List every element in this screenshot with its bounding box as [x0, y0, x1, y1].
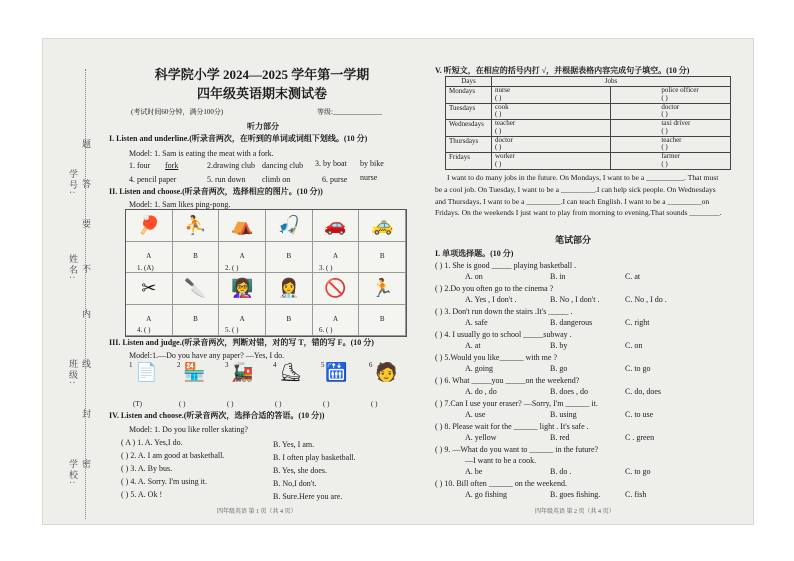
option-b: B. does , do: [550, 387, 588, 396]
answer-slot: ( ): [371, 400, 378, 408]
job-name: farmer: [661, 152, 680, 160]
job-name: taxi driver: [661, 119, 691, 127]
seal-char: 不: [81, 264, 91, 275]
car-icon: 🚗: [324, 215, 347, 236]
pic-letter: A: [126, 305, 173, 337]
section3-model: Model:1.—Do you have any paper? —Yes, I do.: [129, 351, 285, 360]
job-name: police officer: [661, 86, 699, 94]
tick-box[interactable]: ( ): [661, 143, 668, 152]
pic-letter: A: [219, 242, 266, 274]
section1-heading: I. Listen and underline.(听录音两次，在听到的单词或词组下划线。(10 分): [109, 134, 368, 143]
question-stem: ( ) 8. Please wait for the ______ light . It's safe .: [435, 422, 589, 431]
section4-item-a: ( ) 5. A. Ok !: [121, 490, 163, 499]
option-c: C. to go: [625, 364, 651, 373]
day-cell: Thursdays: [446, 136, 492, 153]
judge-num: 2: [177, 361, 181, 369]
tick-box[interactable]: ( ): [494, 110, 502, 119]
option-a: A. use: [465, 410, 486, 419]
question-stem: ( ) 2.Do you often go to the cinema ?: [435, 284, 554, 293]
option-c: C. to go: [625, 467, 651, 476]
seal-char: 题: [81, 139, 91, 150]
written-heading: 笔试部分: [555, 235, 592, 245]
pic-cell: [359, 210, 406, 242]
job-cell: [491, 153, 610, 170]
section1-row1-a: 1. four: [129, 161, 151, 170]
listening-heading: 听力部分: [247, 122, 279, 131]
section4-item-a: ( ) 3. A. By bus.: [121, 464, 173, 473]
question-stem: ( ) 4. I usually go to school _____subway .: [435, 330, 572, 339]
job-cell: [491, 87, 610, 104]
pic-letter: B: [359, 305, 406, 337]
job-name: worker: [494, 152, 515, 160]
answer-slot: (T): [133, 400, 142, 408]
section1-row1-e: 3. by boat: [315, 159, 347, 168]
doctor-icon: 👩‍⚕️: [277, 278, 301, 299]
no-fire-icon: 🚫: [324, 278, 347, 299]
section1-row2-d: 6. purse: [322, 175, 348, 184]
job-name: doctor: [494, 135, 513, 144]
grade-label: 等级:______________: [317, 108, 382, 116]
question-stem: ( ) 10. Bill often ______ on the weekend.: [435, 479, 567, 488]
section4-item-a: ( ) 2. A. I am good at basketball.: [121, 451, 225, 460]
job-cell: [611, 120, 731, 137]
seal-char: 内: [81, 309, 91, 320]
job-name: cook: [494, 102, 509, 111]
job-name: teacher: [661, 135, 682, 144]
tick-box[interactable]: ( ): [661, 159, 668, 168]
option-a: A. go fishing: [465, 490, 507, 499]
pic-letter: B: [173, 305, 220, 337]
pic-cell: [313, 210, 360, 242]
question-stem: ( ) 6. What _____you _____on the weekend?: [435, 376, 580, 385]
pic-letter: A: [219, 305, 266, 337]
table-row: [446, 87, 731, 104]
job-cell: [491, 136, 610, 153]
section1-row2-e: nurse: [360, 173, 378, 182]
option-a: A. safe: [465, 318, 488, 327]
job-cell: [611, 103, 731, 120]
left-page: [97, 39, 427, 524]
tick-box[interactable]: ( ): [494, 143, 502, 152]
picture-grid: [125, 209, 407, 337]
option-a: A. on: [465, 272, 483, 281]
seal-char: 线: [81, 359, 91, 370]
job-name: nurse: [494, 86, 511, 94]
right-page: [435, 39, 753, 524]
section2-model: Model: 1. Sam likes ping-pong.: [129, 200, 231, 209]
judge-num: 4: [273, 361, 277, 369]
option-c: C. do, does: [625, 387, 661, 396]
table-row: [446, 136, 731, 153]
judge-num: 6: [369, 361, 373, 369]
answer-slot: 2. ( ): [225, 264, 239, 272]
question-stem: ( ) 9. —What do you want to ______ in the future?: [435, 445, 599, 454]
table-header-row: [446, 77, 731, 87]
option-b: B. dangerous: [550, 318, 593, 327]
option-c: C. fish: [625, 490, 647, 499]
judge-num: 3: [225, 361, 229, 369]
tick-box[interactable]: ( ): [661, 110, 668, 119]
seal-char: 密: [81, 459, 91, 470]
name-label: 姓名:: [68, 254, 78, 281]
binding-dotted-line: [85, 69, 86, 519]
knife-icon: 🔪: [184, 278, 207, 299]
class-label: 班级:: [68, 359, 78, 386]
pic-cell: [219, 210, 266, 242]
tick-box[interactable]: ( ): [494, 159, 502, 168]
option-c: C. right: [625, 318, 650, 327]
day-cell: Fridays: [446, 153, 492, 170]
option-a: A. at: [465, 341, 481, 350]
answer-slot: 5. ( ): [225, 326, 239, 334]
tick-box[interactable]: ( ): [494, 93, 502, 102]
school-label: 学校:: [68, 459, 78, 486]
option-c: C. on: [625, 341, 643, 350]
page-footer-left: 四年级英语 第 1 页（共 4 页）: [217, 509, 297, 515]
option-b: B. in: [550, 272, 566, 281]
judge-pictures: [125, 361, 407, 397]
job-name: doctor: [661, 102, 680, 111]
answer-slot: 1. (A): [137, 264, 154, 272]
option-b: B. No , I don't .: [550, 295, 600, 304]
job-name: teacher: [494, 119, 516, 127]
option-c: C. to use: [625, 410, 654, 419]
seal-char: 答: [81, 179, 91, 190]
section4-heading: IV. Listen and choose.(听录音两次，选择合适的答语。(10 分)): [109, 411, 325, 420]
exam-title: 科学院小学 2024—2025 学年第一学期: [154, 67, 370, 82]
section1-row2-c: climb on: [262, 175, 291, 184]
option-a: A. be: [465, 467, 483, 476]
tent-icon: ⛺: [230, 215, 254, 236]
section4-item-b: B. Yes, I am.: [273, 440, 315, 449]
pic-cell: [266, 273, 313, 305]
page-footer-right: 四年级英语 第 2 页（共 4 页）: [535, 509, 615, 515]
basketball-icon: ⛹: [184, 215, 207, 236]
job-cell: [491, 103, 610, 120]
option-c: C. at: [625, 272, 641, 281]
pic-cell: [359, 273, 406, 305]
option-a: A. do , do: [465, 387, 497, 396]
pic-cell: [173, 210, 220, 242]
pic-cell: [313, 273, 360, 305]
option-a: A. Yes , I don't .: [465, 295, 517, 304]
section1-row1-b: fork: [165, 161, 179, 170]
section2-heading: II. Listen and choose.(听录音两次，选择相应的图片。(10 分)): [109, 187, 323, 196]
section1-row1-d: dancing club: [262, 161, 304, 170]
scissors-icon: ✂: [141, 278, 157, 299]
pic-cell: [266, 210, 313, 242]
job-cell: [611, 153, 731, 170]
answer-slot: ( ): [179, 400, 186, 408]
section1-row1-f: by bike: [360, 159, 384, 168]
answer-slot: ( ): [275, 400, 282, 408]
ping-pong-icon: 🏓: [137, 215, 161, 236]
seal-char: 封: [81, 409, 91, 420]
pic-letter: A: [126, 242, 173, 274]
option-a: A. going: [465, 364, 493, 373]
jobs-table: [445, 76, 731, 170]
tick-box[interactable]: ( ): [661, 126, 668, 135]
job-cell: [491, 120, 610, 137]
judge-num: 1: [129, 361, 133, 369]
exam-sheet: [42, 38, 754, 525]
pic-cell: [219, 273, 266, 305]
option-b: B. go: [550, 364, 568, 373]
answer-slot: 6. ( ): [319, 326, 333, 334]
pic-letter: B: [266, 242, 313, 274]
exam-time: (考试时间60分钟，满分100分): [131, 108, 224, 116]
section4-item-a: ( A ) 1. A. Yes,I do.: [121, 438, 183, 447]
person-icon: 🧑: [375, 362, 398, 382]
pic-letter: B: [173, 242, 220, 274]
table-row: [446, 120, 731, 137]
grade-text: 等级:: [317, 108, 333, 116]
tick-box[interactable]: ( ): [661, 93, 668, 102]
section1-row1-c: 2.drawing club: [207, 161, 255, 170]
section1-row2-a: 4. pencil paper: [129, 175, 177, 184]
table-row: [446, 153, 731, 170]
exam-subtitle: 四年级英语期末测试卷: [196, 86, 327, 101]
col-jobs: Jobs: [491, 77, 730, 87]
pic-letter: B: [266, 305, 313, 337]
option-b: B. using: [550, 410, 577, 419]
section1-row2-b: 5. run down: [207, 175, 246, 184]
teacher-icon: 👩‍🏫: [230, 278, 254, 299]
shop-icon: 🏪: [183, 362, 206, 382]
section4-item-b: B. Sure.Here you are.: [273, 492, 343, 501]
pic-letter: A: [313, 242, 360, 274]
pic-cell: [126, 210, 173, 242]
section4-model: Model: 1. Do you like roller skating?: [129, 425, 248, 434]
student-number-label: 学号:: [68, 169, 78, 196]
seal-char: 要: [81, 219, 91, 230]
section4-item-a: ( ) 4. A. Sorry. I'm using it.: [121, 477, 208, 486]
col-days: Days: [446, 77, 492, 87]
table-row: [446, 103, 731, 120]
answer-slot: 3. ( ): [319, 264, 333, 272]
question-stem: ( ) 1. She is good _____ playing basketball .: [435, 261, 577, 270]
written-section1-heading: I. 单项选择题。(10 分): [435, 249, 514, 258]
section4-item-b: B. I often play basketball.: [273, 453, 356, 462]
question-stem: ( ) 7.Can I use your eraser? —Sorry, I'm ______ it.: [435, 399, 598, 408]
section3-heading: III. Listen and judge.(听录音两次，判断对错，对的写 T，错的写 F。(10 分): [109, 338, 374, 347]
binding-margin: [43, 39, 93, 524]
section1-model: Model: 1. Sam is eating the meat with a fork.: [129, 149, 274, 158]
question-stem: ( ) 3. Don't run down the stairs .It's _____ .: [435, 307, 573, 316]
pic-letter: B: [359, 242, 406, 274]
elevator-icon: 🛗: [325, 362, 348, 382]
tick-box[interactable]: ( ): [494, 126, 502, 135]
question-stem-line2: —I want to be a cook.: [465, 456, 537, 465]
option-b: B. goes fishing.: [550, 490, 601, 499]
job-cell: [611, 136, 731, 153]
section4-item-b: B. No,I don't.: [273, 479, 317, 488]
day-cell: Tuesdays: [446, 103, 492, 120]
pic-letter: A: [313, 305, 360, 337]
day-cell: Wednesdays: [446, 120, 492, 137]
exit-icon: 🏃: [370, 278, 394, 299]
section5-heading: V. 听短文，在相应的括号内打 √，并根据表格内容完成句子填空。(10 分): [435, 66, 690, 75]
option-a: A. yellow: [465, 433, 497, 442]
taxi-icon: 🚕: [370, 215, 394, 236]
fishing-icon: 🎣: [277, 215, 301, 236]
paper-icon: 📄: [135, 362, 158, 382]
section4-item-b: B. Yes, she does.: [273, 466, 328, 475]
judge-num: 5: [321, 361, 325, 369]
option-b: B. by: [550, 341, 568, 350]
answer-slot: 4. ( ): [137, 326, 151, 334]
question-stem: ( ) 5.Would you like______ with me ?: [435, 353, 558, 362]
listening-passage: I want to do many jobs in the future. On Mondays, I want to be a __________. That must be a cool job. On Tuesday, I want to be a _________.I can help sick people. On Wednesdays and Thursdays, I want to be a _________.I can teach English. I want to be a _________on Fridays. On the weekends I just want to play from morning to evening.That sounds ________.: [435, 173, 722, 218]
option-b: B. red: [550, 433, 570, 442]
pic-cell: [126, 273, 173, 305]
option-c: C . green: [625, 433, 655, 442]
option-c: C. No , I do .: [625, 295, 667, 304]
answer-slot: ( ): [323, 400, 330, 408]
train-icon: 🚂: [231, 362, 254, 382]
job-cell: [611, 87, 731, 104]
pic-cell: [173, 273, 220, 305]
day-cell: Mondays: [446, 87, 492, 104]
skating-icon: ⛸: [279, 362, 302, 382]
answer-slot: ( ): [227, 400, 234, 408]
option-b: B. do .: [550, 467, 572, 476]
